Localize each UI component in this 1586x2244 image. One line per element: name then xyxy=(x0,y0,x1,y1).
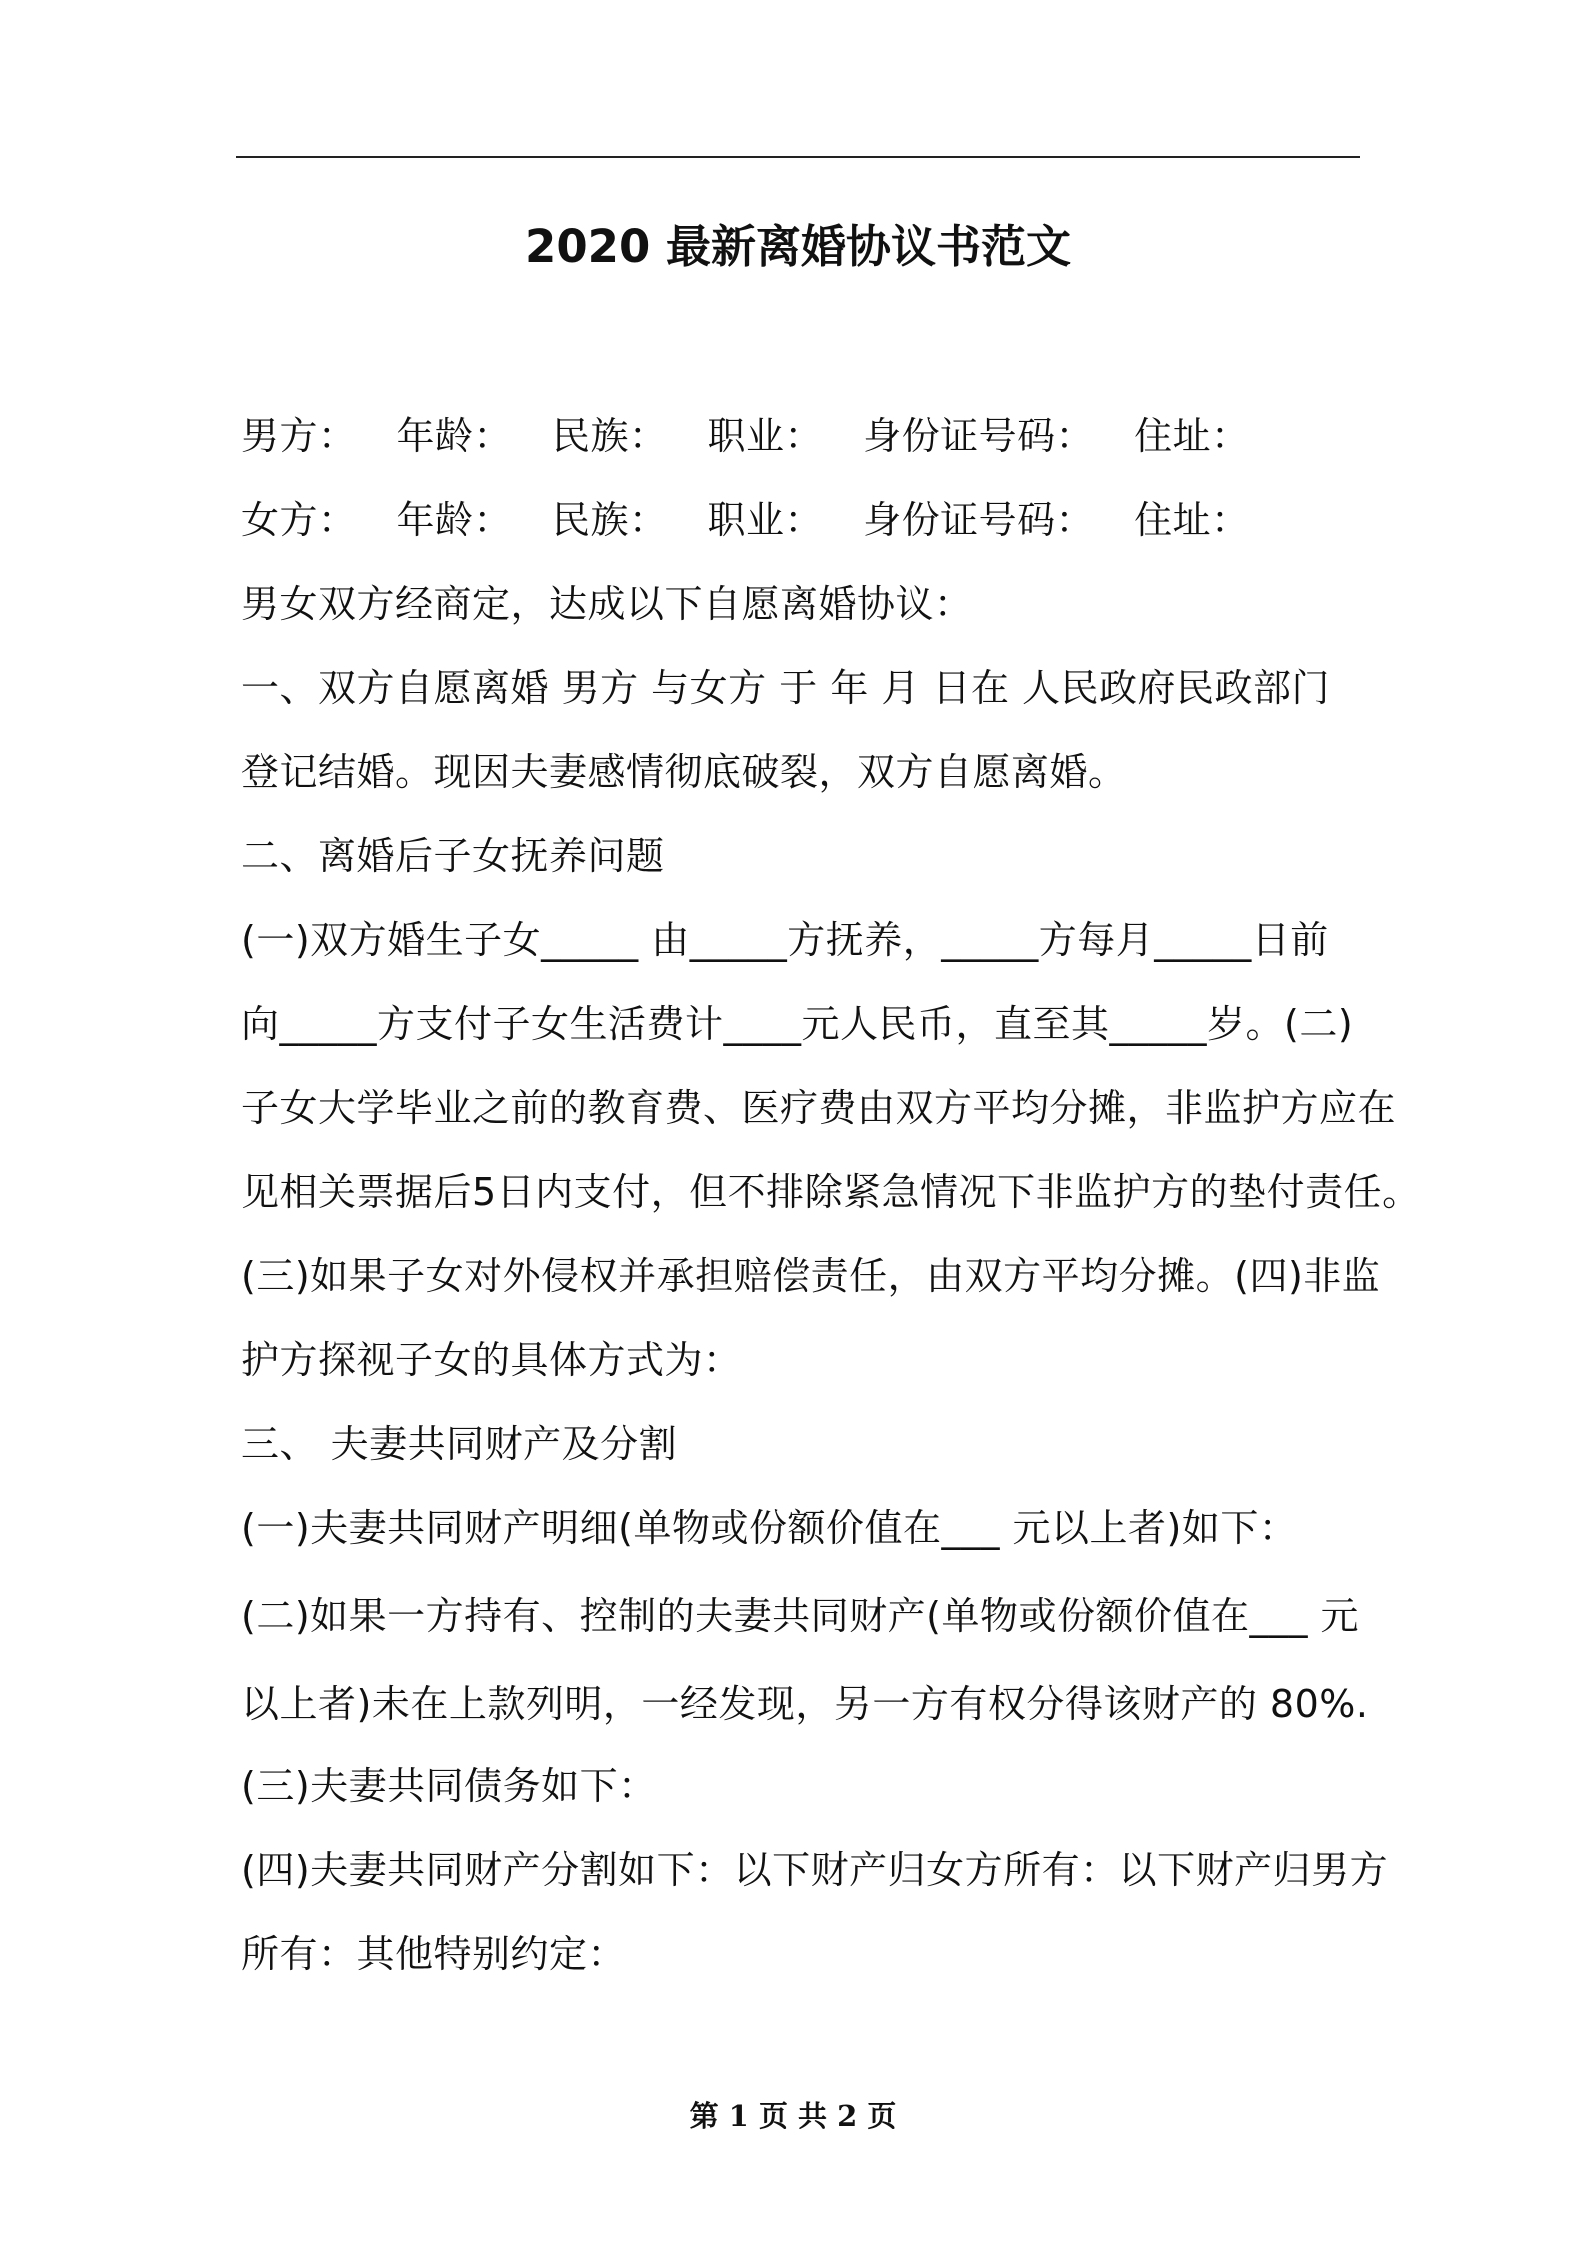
section-two-line-1: (一)双方婚生子女_____ 由_____方抚养，_____方每月_____日前 xyxy=(241,918,1329,962)
section-three-line-6: 所有：其他特别约定： xyxy=(241,1932,627,1976)
section-two-heading: 二、离婚后子女抚养问题 xyxy=(241,834,665,878)
section-two-line-4: 见相关票据后5日内支付，但不排除紧急情况下非监护方的垫付责任。 xyxy=(241,1170,1421,1214)
section-two-line-2: 向_____方支付子女生活费计____元人民币，直至其_____岁。(二) xyxy=(241,1002,1354,1046)
section-three-line-5: (四)夫妻共同财产分割如下：以下财产归女方所有：以下财产归男方 xyxy=(241,1848,1389,1892)
female-fields-row xyxy=(241,494,1250,546)
male-occupation-label: 职业： xyxy=(707,414,824,458)
male-field-label: 男方： xyxy=(241,414,357,458)
female-age-label: 年龄： xyxy=(396,498,513,542)
section-one-line-2: 登记结婚。现因夫妻感情彻底破裂，双方自愿离婚。 xyxy=(241,750,1127,794)
female-ethnicity-label: 民族： xyxy=(552,498,668,542)
page-number-footer: 第 1 页 共 2 页 xyxy=(689,2099,897,2133)
female-address-label: 住址： xyxy=(1134,498,1250,542)
male-fields-row xyxy=(241,410,1250,462)
section-two-line-3: 子女大学毕业之前的教育费、医疗费由双方平均分摊，非监护方应在 xyxy=(241,1086,1397,1130)
agreement-intro: 男女双方经商定，达成以下自愿离婚协议： xyxy=(241,582,973,626)
section-two-line-5: (三)如果子女对外侵权并承担赔偿责任，由双方平均分摊。(四)非监 xyxy=(241,1254,1381,1298)
male-age-label: 年龄： xyxy=(396,414,513,458)
female-field-label: 女方： xyxy=(241,498,357,542)
section-three-line-4: (三)夫妻共同债务如下： xyxy=(241,1764,657,1808)
header-rule xyxy=(236,156,1360,158)
section-three-line-3: 以上者)未在上款列明，一经发现，另一方有权分得该财产的 80%. xyxy=(241,1682,1369,1726)
female-occupation-label: 职业： xyxy=(707,498,824,542)
section-three-line-2: (二)如果一方持有、控制的夫妻共同财产(单物或份额价值在___ 元 xyxy=(241,1594,1360,1638)
section-three-heading: 三、 夫妻共同财产及分割 xyxy=(241,1422,678,1466)
male-id-number-label: 身份证号码： xyxy=(863,414,1095,458)
section-three-line-1: (一)夫妻共同财产明细(单物或份额价值在___ 元以上者)如下： xyxy=(241,1506,1298,1550)
section-one-line-1: 一、双方自愿离婚 男方 与女方 于 年 月 日在 人民政府民政部门 xyxy=(241,666,1331,710)
document-title: 2020 最新离婚协议书范文 xyxy=(525,220,1071,273)
male-address-label: 住址： xyxy=(1134,414,1250,458)
male-ethnicity-label: 民族： xyxy=(552,414,668,458)
female-id-number-label: 身份证号码： xyxy=(863,498,1095,542)
section-two-line-6: 护方探视子女的具体方式为： xyxy=(241,1338,742,1382)
